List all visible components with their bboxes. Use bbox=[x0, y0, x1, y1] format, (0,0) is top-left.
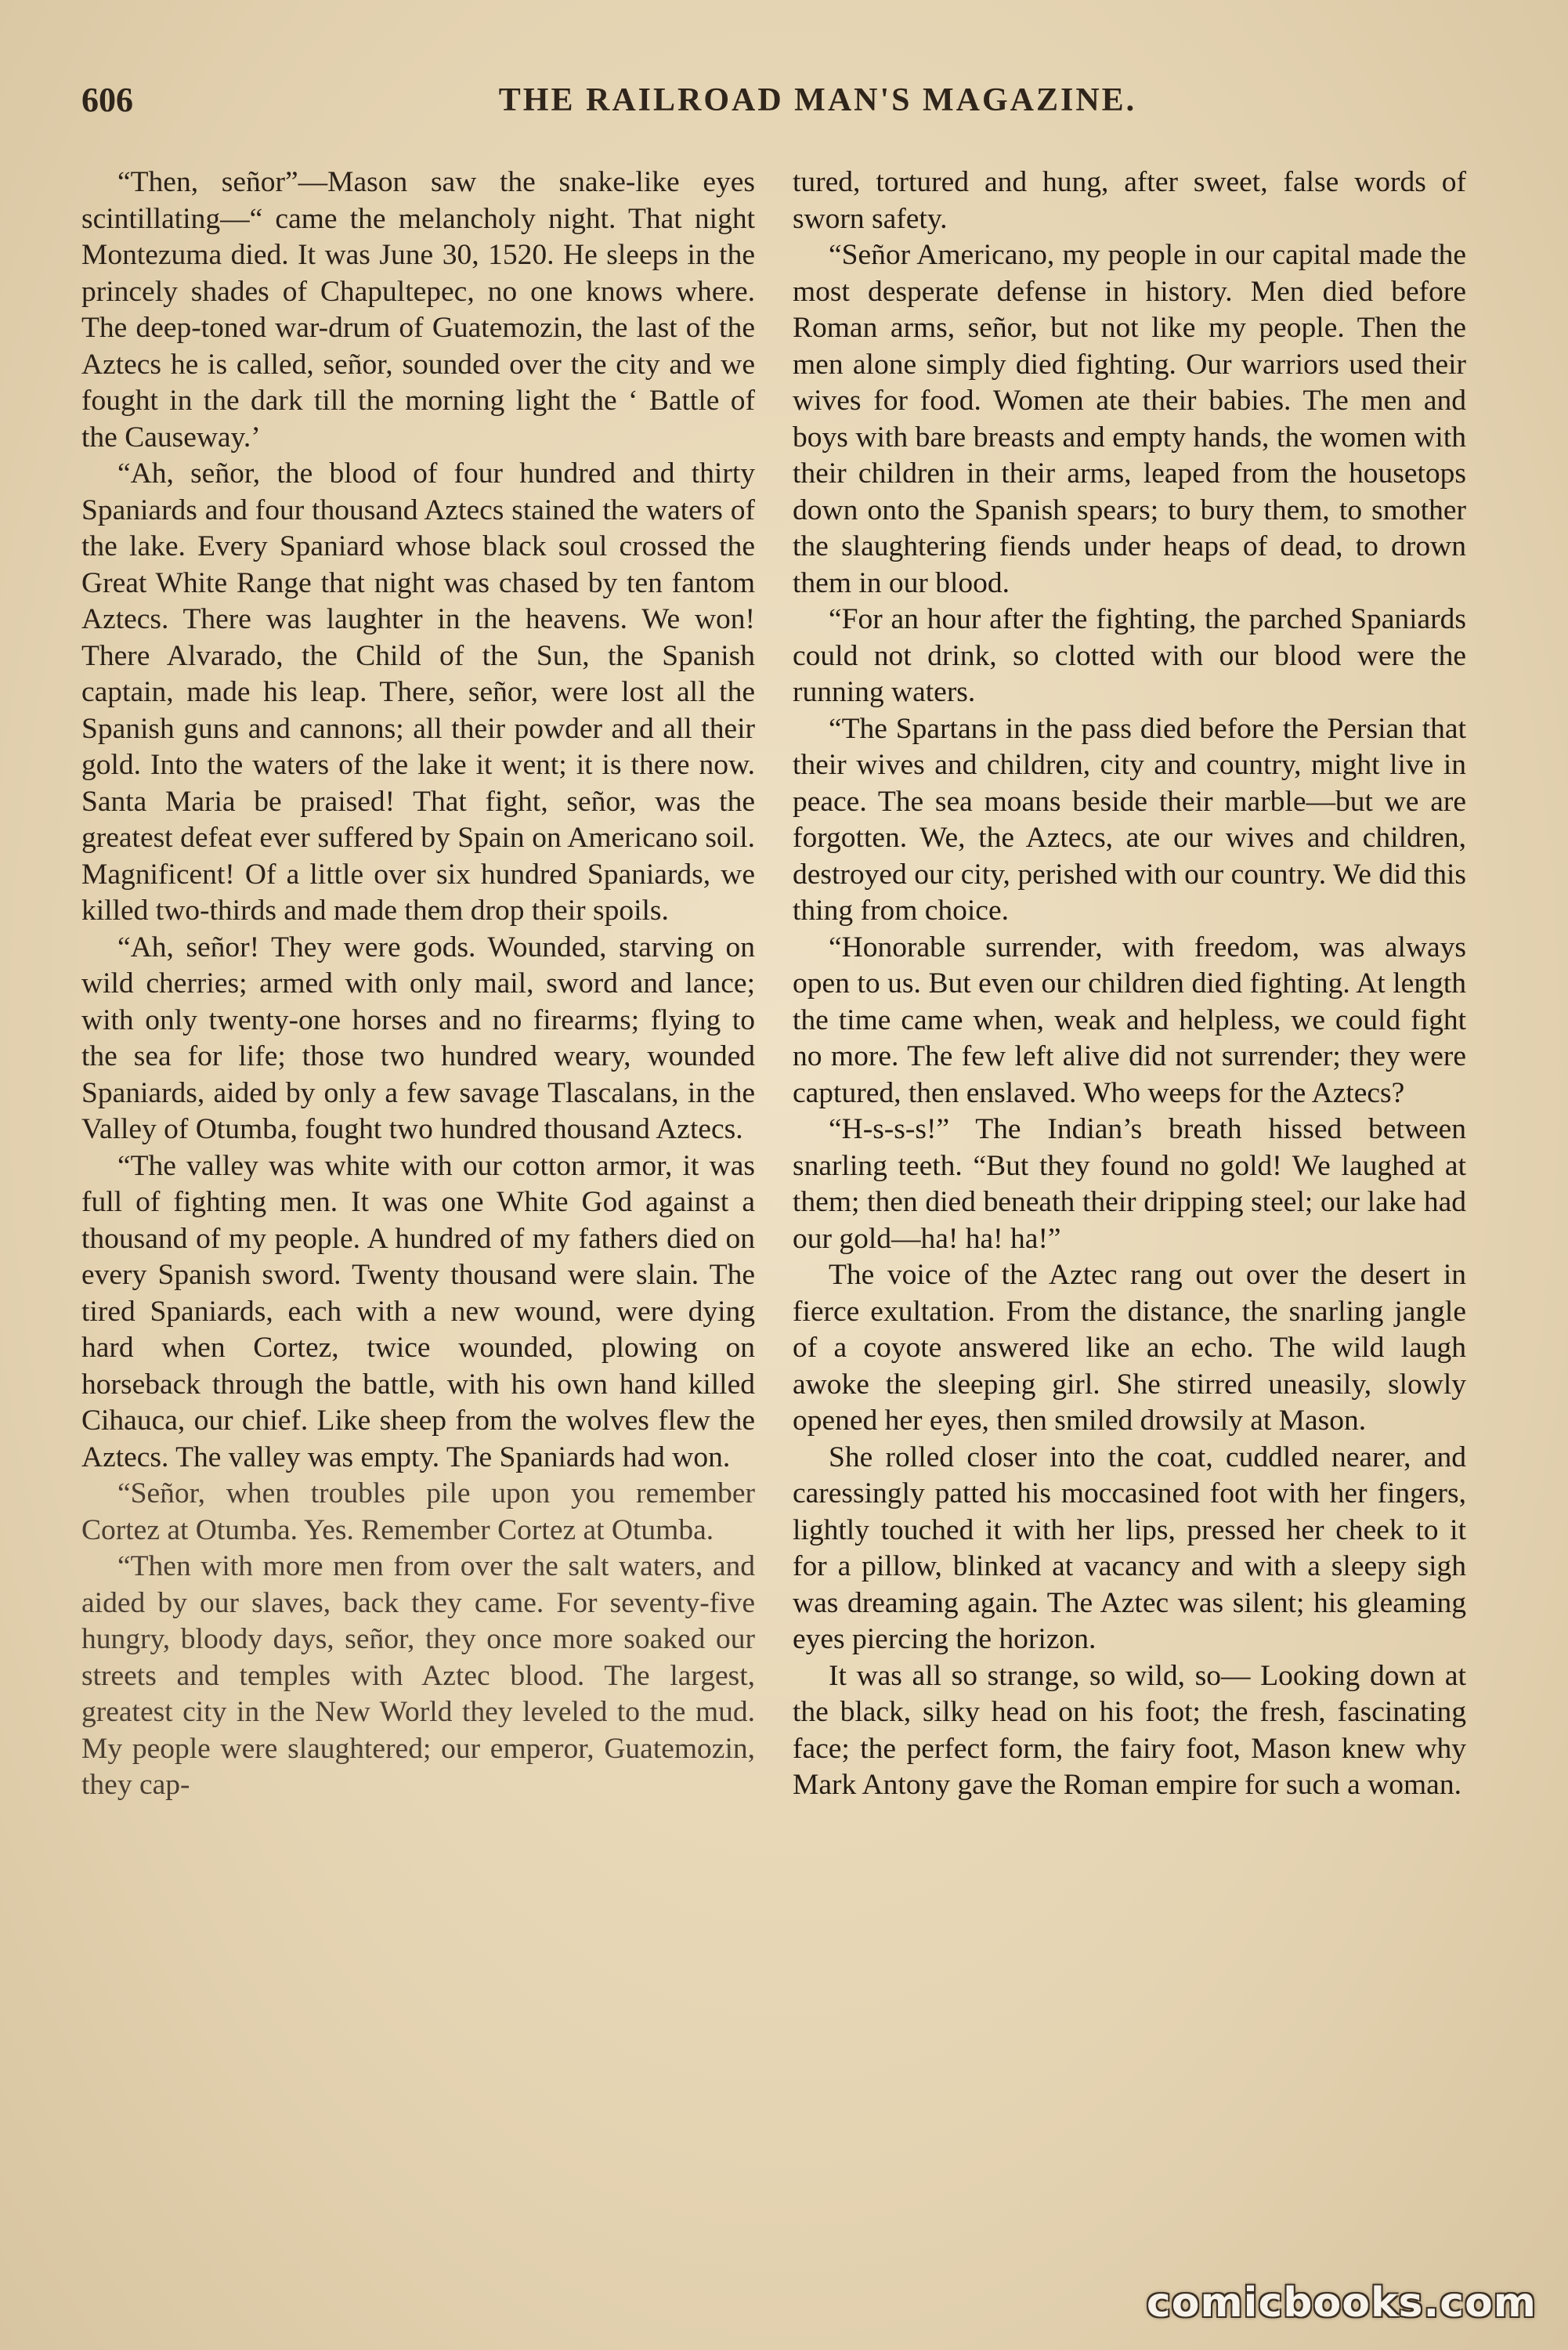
running-title: THE RAILROAD MAN'S MAGAZINE. bbox=[498, 82, 1137, 118]
right-column bbox=[793, 164, 1466, 1804]
paragraph: “Ah, señor, the blood of four hundred and thirty Spaniards and four thousand Aztecs stained the waters of the lake. Every Spaniard whose black soul crossed the Great White Range that night was chased by ten fantom Aztecs. There was laughter in the heavens. We won! There Alvarado, the Child of the Sun, the Spanish captain, made his leap. There, señor, were lost all the Spanish guns and cannons; all their powder and all their gold. Into the waters of the lake it went; it is there now. Santa Maria be praised! That fight, señor, was the greatest defeat ever suffered by Spain on Americano soil. Magnificent! Of a little over six hundred Spaniards, we killed two-thirds and made them drop their spoils. bbox=[81, 457, 755, 927]
paragraph: It was all so strange, so wild, so— Looking down at the black, silky head on his foot; the fresh, fascinating face; the perfect form, the fairy foot, Mason knew why Mark Antony gave the Roman empire for such a woman. bbox=[793, 1659, 1466, 1801]
paragraph: “Then, señor”—Mason saw the snake-like eyes scintillating—“ came the melancholy night. That night Montezuma died. It was June 30, 1520. He sleeps in the princely shades of Chapultepec, no one knows where. The deep-toned war-drum of Guatemozin, the last of the Aztecs he is called, señor, sounded over the city and we fought in the dark till the morning light the ‘ Battle of the Causeway.’ bbox=[81, 166, 755, 454]
paragraph: “Honorable surrender, with freedom, was always open to us. But even our children died fighting. At length the time came when, weak and helpless, we could fight no more. The few left alive did not surrender; they were captured, then enslaved. Who weeps for the Aztecs? bbox=[793, 931, 1466, 1109]
paragraph: “Señor, when troubles pile upon you remember Cortez at Otumba. Yes. Remember Cortez at Otumba. bbox=[81, 1477, 755, 1546]
page-number: 606 bbox=[81, 81, 133, 119]
paragraph: The voice of the Aztec rang out over the desert in fierce exultation. From the distance, the snarling jangle of a coyote answered like an echo. The wild laugh awoke the sleeping girl. She stirred uneasily, slowly opened her eyes, then smiled drowsily at Mason. bbox=[793, 1259, 1466, 1437]
paragraph: “Ah, señor! They were gods. Wounded, starving on wild cherries; armed with only mail, sword and lance; with only twenty-one horses and no firearms; flying to the sea for life; those two hundred weary, wounded Spaniards, aided by only a few savage Tlascalans, in the Valley of Otumba, fought two hundred thousand Aztecs. bbox=[81, 931, 755, 1145]
paragraph: She rolled closer into the coat, cuddled nearer, and caressingly patted his moccasined foot with her fingers, lightly touched it with her lips, pressed her cheek to it for a pillow, blinked at vacancy and with a sleepy sigh was dreaming again. The Aztec was silent; his gleaming eyes piercing the horizon. bbox=[793, 1441, 1466, 1655]
page-header bbox=[81, 77, 1460, 132]
paragraph: “The valley was white with our cotton armor, it was full of fighting men. It was one White God against a thousand of my people. A hundred of my fathers died on every Spanish sword. Twenty thousand were slain. The tired Spaniards, each with a new wound, were dying hard when Cortez, twice wounded, plowing on horseback through the battle, with his own hand killed Cihauca, our chief. Like sheep from the wolves flew the Aztecs. The valley was empty. The Spaniards had won. bbox=[81, 1149, 755, 1473]
left-column bbox=[81, 164, 755, 1804]
paragraph: “Señor Americano, my people in our capital made the most desperate defense in history. Men died before Roman arms, señor, but not like my people. Then the men alone simply died fighting. Our warriors used their wives for food. Women ate their babies. The men and boys with bare breasts and empty hands, the women with their children in their arms, leaped from the housetops down onto the Spanish spears; to bury them, to smother the slaughtering fiends under heaps of dead, to drown them in our blood. bbox=[793, 239, 1466, 599]
paragraph: “The Spartans in the pass died before the Persian that their wives and children, city and country, might live in peace. The sea moans beside their marble—but we are forgotten. We, the Aztecs, ate our wives and children, destroyed our city, perished with our country. We did this thing from choice. bbox=[793, 712, 1466, 927]
paragraph: “H-s-s-s!” The Indian’s breath hissed between snarling teeth. “But they found no gold! We laughed at them; then died beneath their dripping steel; our lake had our gold—ha! ha! ha!” bbox=[793, 1113, 1466, 1255]
paragraph: “Then with more men from over the salt waters, and aided by our slaves, back they came. For seventy-five hungry, bloody days, señor, they once more soaked our streets and temples with Aztec blood. The largest, greatest city in the New World they leveled to the mud. My people were slaughtered; our emperor, Guatemozin, they cap- bbox=[81, 1550, 755, 1801]
paragraph: “For an hour after the fighting, the parched Spaniards could not drink, so clotted with our blood were the running waters. bbox=[793, 603, 1466, 708]
paragraph: tured, tortured and hung, after sweet, false words of sworn safety. bbox=[793, 166, 1466, 235]
site-watermark: comicbooks.com bbox=[1146, 2280, 1537, 2326]
